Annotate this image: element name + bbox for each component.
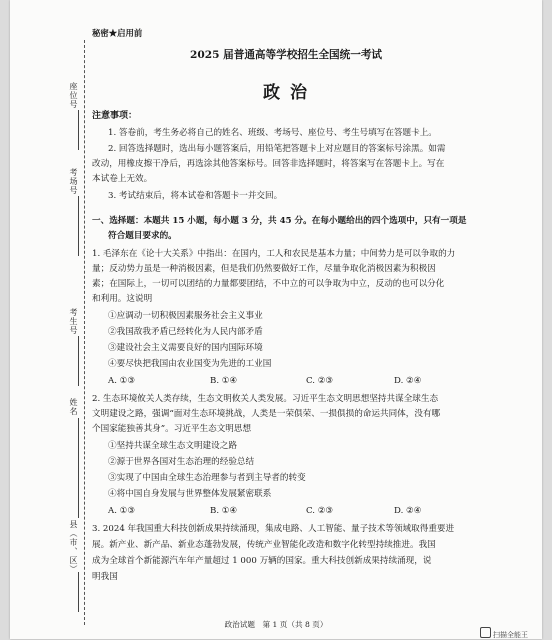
q1-option-1: ①应调动一切积极因素服务社会主义事业 [108, 311, 263, 321]
subject-title: 政 治 [263, 83, 309, 103]
q2-choice-c: C. ②③ [306, 506, 334, 516]
note-2-line-1: 2. 回答选择题时，选出每小题答案后，用铅笔把答题卡上对应题目的答案标号涂黑。如需 [108, 144, 446, 154]
q2-option-3: ③实现了中国由全球生态治理参与者到主导者的转变 [108, 473, 306, 483]
exam-room-blank-line [78, 196, 79, 256]
q2-option-1: ①坚持共谋全球生态文明建设之路 [108, 441, 237, 451]
notes-heading: 注意事项： [92, 111, 138, 121]
q2-option-2: ②源于世界各国对生态治理的经验总结 [108, 457, 255, 467]
note-2-line-2: 改动，用橡皮擦干净后，再选涂其他答案标号。回答非选择题时，将答案写在答题卡上。写在 [92, 159, 445, 169]
side-label-seat: 座位号 [69, 82, 78, 109]
note-1: 1. 答卷前，考生务必将自己的姓名、班级、考场号、座位号、考生号填写在答题卡上。 [108, 128, 437, 138]
q2-stem-line-1: 2. 生态环境攸关人类存续，生态文明攸关人类发展。习近平生态文明思想坚持共谋全球生态 [92, 394, 439, 404]
q3-stem-line-2: 展。新产业、新产品、新业态蓬勃发展，传统产业智能化改造和数字化转型持续推进。我国 [92, 540, 436, 550]
side-label-exam-number: 考生号 [69, 308, 78, 335]
q2-choice-a: A. ①③ [108, 506, 136, 516]
q1-stem-line-1: 1. 毛泽东在《论十大关系》中指出：在国内，工人和农民是基本力量；中间势力是可以争取的力 [92, 249, 456, 259]
q1-choice-d: D. ②④ [394, 376, 422, 386]
q1-stem-line-4: 和利用。这说明 [92, 294, 153, 304]
exam-title: 2025 届普通高等学校招生全国统一考试 [189, 49, 383, 61]
q2-stem-line-2: 文明建设之路，强调“面对生态环境挑战，人类是一荣俱荣、一损俱损的命运共同体，没有哪 [92, 409, 441, 419]
q1-option-3: ③建设社会主义需要良好的国内国际环境 [108, 343, 263, 353]
note-2-line-3: 本试卷上无效。 [92, 174, 153, 184]
q1-choice-a: A. ①③ [108, 376, 136, 386]
q2-choice-d: D. ②④ [394, 506, 422, 516]
seat-blank-line [78, 110, 79, 150]
exam-number-blank-line [78, 336, 79, 386]
confidential-mark: 秘密★启用前 [92, 28, 143, 38]
note-3: 3. 考试结束后，将本试卷和答题卡一并交回。 [108, 191, 283, 201]
q3-stem-line-1: 3. 2024 年我国重大科技创新成果持续涌现，集成电路、人工智能、量子技术等领域取得重要进 [92, 524, 455, 534]
q3-stem-line-4: 明我国 [92, 572, 118, 582]
q2-choice-b: B. ①④ [210, 506, 238, 516]
q1-option-2: ②我国敌我矛盾已经转化为人民内部矛盾 [108, 327, 263, 337]
scanner-watermark [480, 627, 528, 640]
section-heading-line-1: 一、选择题：本题共 15 小题，每小题 3 分，共 45 分。在每小题给出的四个选项中，只有一项是 [92, 216, 467, 226]
q3-stem-line-3: 成为全球首个新能源汽车年产量超过 1 000 万辆的国家。重大科技创新成果持续涌现，说 [92, 556, 432, 566]
page-footer: 政治试题 第 1 页（共 8 页） [224, 620, 328, 629]
binding-line [84, 40, 85, 625]
q1-stem-line-3: 素；在国际上，一切可以团结的力量都要团结，不中立的可以争取为中立，反动的也可以分化 [92, 279, 445, 289]
side-label-name: 姓名 [69, 398, 78, 416]
q1-choice-c: C. ②③ [306, 376, 334, 386]
scanner-logo-icon [480, 627, 491, 638]
q2-option-4: ④将中国自身发展与世界整体发展紧密联系 [108, 489, 272, 499]
name-blank-line [78, 418, 79, 518]
section-heading-line-2: 符合题目要求的。 [108, 231, 177, 241]
side-label-exam-room: 考场号 [69, 168, 78, 195]
county-blank-line [78, 572, 79, 612]
exam-paper [10, 0, 542, 639]
scanner-watermark-text: 扫描全能王 [493, 631, 528, 639]
q2-stem-line-3: 个国家能独善其身”。习近平生态文明思想 [92, 424, 252, 434]
q1-option-4: ④要尽快把我国由农业国变为先进的工业国 [108, 359, 272, 369]
q1-choice-b: B. ①④ [210, 376, 238, 386]
q1-stem-line-2: 量；反动势力虽是一种消极因素，但是我们仍然要做好工作，尽量争取化消极因素为积极因 [92, 264, 436, 274]
side-label-county: 县（市、区） [69, 520, 78, 574]
